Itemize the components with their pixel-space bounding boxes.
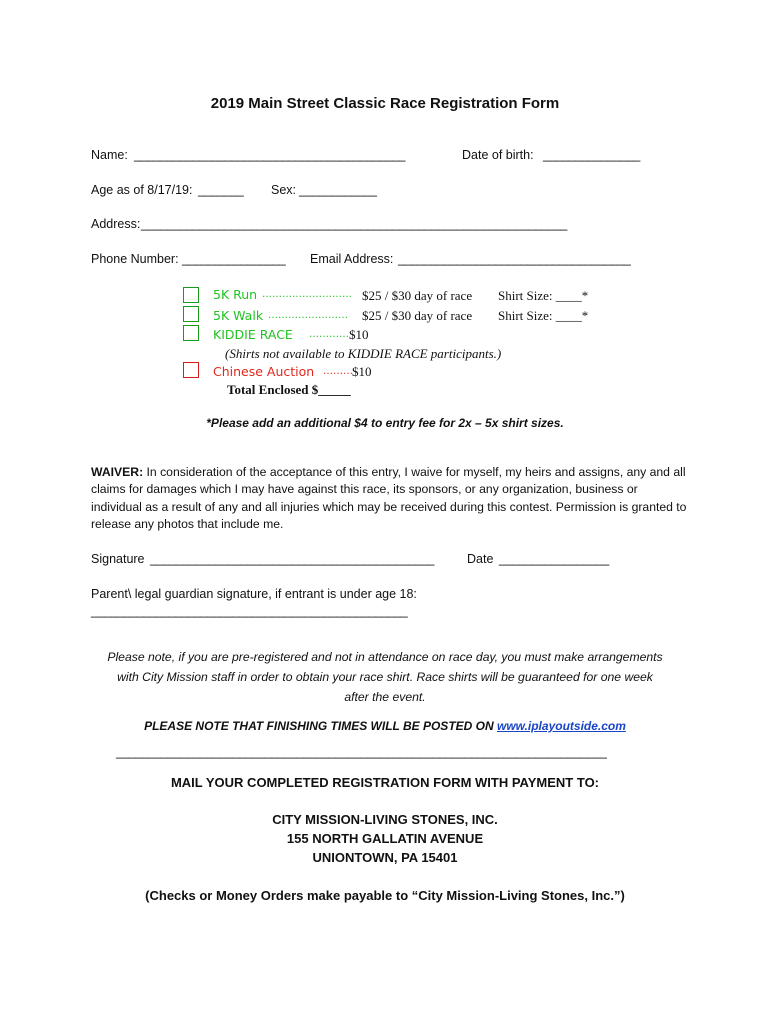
guardian-label: Parent\ legal guardian signature, if entrant is under age 18: [91,587,417,601]
kiddie-race-dots: ………… [309,329,349,340]
5k-run-checkbox[interactable] [183,287,199,303]
signature-label: Signature [91,552,145,566]
name-field[interactable]: __________________________________________ [134,148,405,162]
guardian-signature-field[interactable]: _________________________________________________ [91,604,408,618]
chinese-auction-price: $10 [352,364,372,379]
waiver-text: In consideration of the acceptance of this entry, I waive for myself, my heirs and assigns, any and all claims for damages which I may have against this race, its sponsors, or any organization, business or individual as a result of any and all injuries which may be received during this contest. Permission is granted to release any photos that include me. [91,465,687,531]
address-field[interactable]: __________________________________________________________________ [141,217,567,231]
note-line-1: Please note, if you are pre-registered and not in attendance on race day, you must make arrangements [107,650,663,664]
sex-field[interactable]: ____________ [299,183,377,197]
page-title: 2019 Main Street Classic Race Registration Form [210,95,560,112]
sex-label: Sex: [271,183,297,197]
note-line-3: after the event. [344,690,426,704]
name-label: Name: [91,148,128,162]
kiddie-race-checkbox[interactable] [183,325,199,341]
finishing-times-note [0,719,770,733]
email-label: Email Address: [310,252,394,266]
total-enclosed[interactable]: Total Enclosed $_____ [227,382,351,397]
address-label: Address: [91,217,141,231]
shirts-note: (Shirts not available to KIDDIE RACE participants.) [225,346,502,361]
mail-address-line-1: CITY MISSION-LIVING STONES, INC. [272,812,498,827]
5k-run-dots: ……………………… [262,289,352,300]
note-line-2: with City Mission staff in order to obtain your race shirt. Race shirts will be guaranteed for one week [117,670,653,684]
chinese-auction-label: Chinese Auction [213,364,315,379]
mail-address-line-2: 155 NORTH GALLATIN AVENUE [286,831,484,846]
5k-walk-label: 5K Walk [213,308,264,323]
results-link[interactable]: www.iplayoutside.com [497,719,626,733]
mail-address-line-3: UNIONTOWN, PA 15401 [312,850,458,865]
finishing-times-text: PLEASE NOTE THAT FINISHING TIMES WILL BE POSTED ON [144,719,494,733]
5k-run-label: 5K Run [213,287,258,302]
5k-walk-price: $25 / $30 day of race [362,308,473,323]
email-field[interactable]: ____________________________________ [398,252,631,266]
waiver-label: WAIVER: [91,465,144,479]
phone-field[interactable]: ________________ [182,252,286,266]
5k-walk-dots: …………………… [268,310,348,321]
age-field[interactable]: _______ [198,183,244,197]
5k-run-shirt-size[interactable]: Shirt Size: ____* [498,288,589,303]
chinese-auction-checkbox[interactable] [183,362,199,378]
signature-field[interactable]: ____________________________________________ [150,552,434,566]
age-label: Age as of 8/17/19: [91,183,193,197]
mail-heading: MAIL YOUR COMPLETED REGISTRATION FORM WITH PAYMENT TO: [170,775,600,790]
shirt-fee-note: *Please add an additional $4 to entry fee for 2x – 5x shirt sizes. [206,416,564,430]
signature-date-label: Date [467,552,494,566]
kiddie-race-price: $10 [349,327,369,342]
dob-field[interactable]: _______________ [543,148,640,162]
chinese-auction-dots: ……… [323,366,353,377]
5k-run-price: $25 / $30 day of race [362,288,473,303]
signature-date-field[interactable]: _________________ [499,552,609,566]
5k-walk-shirt-size[interactable]: Shirt Size: ____* [498,308,589,323]
separator-line: ____________________________________________________________________________ [116,745,607,759]
checks-note: (Checks or Money Orders make payable to “City Mission-Living Stones, Inc.”) [145,888,625,903]
kiddie-race-label: KIDDIE RACE [213,327,293,342]
dob-label: Date of birth: [462,148,534,162]
waiver-paragraph [91,464,691,533]
phone-label: Phone Number: [91,252,179,266]
5k-walk-checkbox[interactable] [183,306,199,322]
